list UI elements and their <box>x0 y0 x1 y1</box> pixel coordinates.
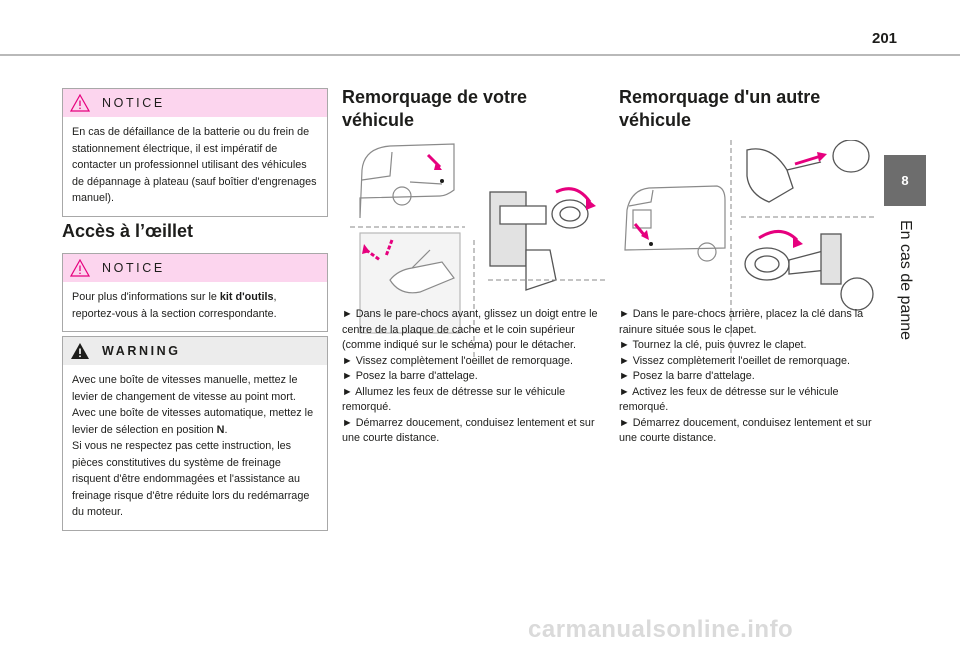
step-text: Allumez les feux de détresse sur le véhicule remorqué. <box>342 385 566 413</box>
chapter-title: En cas de panne <box>897 219 914 340</box>
bullet-arrow-icon: ► <box>342 370 353 382</box>
section-heading-towing-eye: Accès à l’œillet <box>62 221 194 241</box>
notice-text-part: , reportez-vous à la section correspondante. <box>72 291 277 320</box>
instruction-step <box>619 338 881 354</box>
step-text: Activez les feux de détresse sur le véhicule remorqué. <box>619 385 839 413</box>
step-text: Posez la barre d'attelage. <box>632 370 755 382</box>
warning-header <box>63 337 327 365</box>
section-heading-towing-other <box>619 86 820 132</box>
instruction-step <box>619 307 881 338</box>
instruction-step <box>619 385 881 416</box>
warning-triangle-icon <box>70 342 90 360</box>
instruction-step <box>342 416 604 447</box>
bullet-arrow-icon: ► <box>342 354 353 367</box>
warning-triangle-icon <box>70 94 90 112</box>
bullet-arrow-icon: ► <box>619 339 630 351</box>
gear-position: N <box>216 423 225 436</box>
instructions-list-own <box>342 307 604 447</box>
notice-header <box>63 89 327 117</box>
tool-kit-link: kit d'outils <box>219 291 274 303</box>
instruction-step <box>619 369 881 385</box>
warning-text-consequence: Si vous ne respectez pas cette instruction, les pièces constitutives du système de freinage risquent d'être endommagées et l'assistance au freinage risque d'être réduite lors du redémarrage du moteur. <box>72 440 310 518</box>
warning-text-manual: Avec une boîte de vitesses manuelle, mettez le levier de changement de vitesse au point mort. <box>72 374 298 403</box>
step-text: Vissez complètement l'oeillet de remorquage. <box>355 354 574 367</box>
notice-title: NOTICE <box>102 261 165 275</box>
instruction-step <box>342 369 604 385</box>
step-text: Posez la barre d'attelage. <box>355 370 478 382</box>
page-number: 201 <box>872 30 898 47</box>
heading-line: véhicule <box>342 110 415 130</box>
notice-box-tools <box>62 253 328 332</box>
bullet-arrow-icon: ► <box>619 354 630 367</box>
instruction-step <box>342 354 604 370</box>
instruction-step <box>342 307 604 354</box>
bullet-arrow-icon: ► <box>619 385 630 398</box>
heading-line: véhicule <box>619 110 692 130</box>
notice-text <box>72 289 319 322</box>
warning-box <box>62 336 328 531</box>
instructions-list-other <box>619 307 881 447</box>
step-text: Tournez la clé, puis ouvrez le clapet. <box>632 339 807 351</box>
warning-text-part: Avec une boîte de vitesses automatique, mettez le levier de sélection en position <box>72 407 314 436</box>
heading-line: Remorquage de votre <box>342 87 528 107</box>
chapter-tab-number[interactable]: 8 <box>884 155 926 206</box>
notice-box-battery <box>62 88 328 217</box>
instruction-step <box>619 416 881 447</box>
warning-triangle-icon <box>70 259 90 277</box>
bullet-arrow-icon: ► <box>619 308 630 320</box>
instruction-step <box>619 354 881 370</box>
heading-line: Remorquage d'un autre <box>619 87 821 107</box>
step-text: Dans le pare-chocs arrière, placez la clé dans la rainure située sous le clapet. <box>619 308 864 336</box>
bullet-arrow-icon: ► <box>619 370 630 382</box>
instruction-step <box>342 385 604 416</box>
watermark: carmanualsonline.info <box>528 616 794 643</box>
step-text: Vissez complètement l'oeillet de remorquage. <box>632 354 851 367</box>
step-text: Démarrez doucement, conduisez lentement et sur une courte distance. <box>619 416 872 444</box>
notice-text-part: Pour plus d'informations sur le <box>72 291 220 303</box>
warning-text-automatic <box>72 405 319 438</box>
bullet-arrow-icon: ► <box>342 308 353 320</box>
top-rule <box>0 54 960 56</box>
step-text: Dans le pare-chocs avant, glissez un doigt entre le centre de la plaque de cache et le coin supérieur (comme indiqué sur le schéma) pour le détacher. <box>342 308 598 351</box>
notice-title: NOTICE <box>102 96 165 110</box>
bullet-arrow-icon: ► <box>342 385 353 398</box>
bullet-arrow-icon: ► <box>342 416 353 429</box>
warning-text-part: . <box>224 423 228 436</box>
notice-text: En cas de défaillance de la batterie ou du frein de stationnement électrique, il est impératif de contacter un professionnel utilisant des véhicules de dépannage à plateau (sauf boîtier d'engrenages manuel). <box>72 126 317 204</box>
bullet-arrow-icon: ► <box>619 416 630 429</box>
step-text: Démarrez doucement, conduisez lentement et sur une courte distance. <box>342 416 595 444</box>
warning-title: WARNING <box>102 344 181 358</box>
notice-header <box>63 254 327 282</box>
section-heading-towing-own <box>342 86 527 132</box>
chapter-tab-label <box>884 207 926 352</box>
